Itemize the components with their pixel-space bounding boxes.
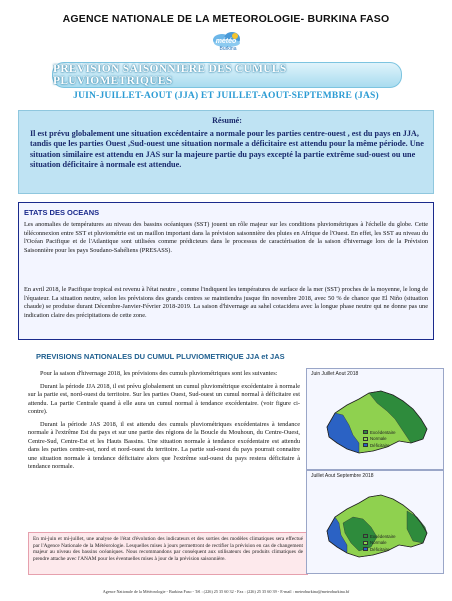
- update-note: En mi-juin et mi-juillet, une analyse de l'état d'évolution des indicateurs et des sorties des modèles climatiques sera effectué par l'Agence Nationale de la Météorologie. Lesquelles mises à jours permettront de rectifier la prévision en cas de changement majeur au niveau des bassins océaniques. Nous recommandons par conséquent aux utilisateurs des produits climatiques de prendre attache avec l'ANAM pour les éventuelles mises à jour de la prévision saisonnière.: [28, 532, 308, 575]
- legend-label: Normale: [370, 540, 387, 546]
- summary-text: Il est prévu globalement une situation excédentaire a normale pour les parties centre-ouest , est du pays en JJA, tandis que les parties Ouest ,Sud-ouest une situation normale a déficitaire est attendu pour la même période. Une situation similaire est attendu en JAS sur la majeure partie du pays excepté la partie extrême sud-ouest ou une situation déficitaire à normale est attendue.: [30, 129, 424, 170]
- legend-label: Déficitaire: [370, 442, 390, 448]
- map-jja-title: Juin Juillet Aout 2018: [311, 371, 359, 377]
- summary-box: [18, 110, 434, 194]
- previsions-heading: PREVISIONS NATIONALES DU CUMUL PLUVIOMETRIQUE JJA et JAS: [36, 352, 285, 361]
- agency-title: AGENCE NATIONALE DE LA METEOROLOGIE- BURKINA FASO: [62, 13, 390, 25]
- summary-heading: Résumé:: [212, 116, 242, 125]
- map-jja: [306, 368, 444, 470]
- logo-text: Burkina: [219, 46, 237, 52]
- oceans-section: [18, 202, 434, 340]
- burkina-map-jja: [307, 369, 445, 471]
- legend-swatch-deficitaire: [363, 443, 368, 447]
- oceans-paragraph-2: En avril 2018, le Pacifique tropical est revenu à l'état neutre , comme l'indiquent les températures de surface de la mer (SST) proches de la moyenne, le long de l'équateur. La situation neutre, selon les prévisions des grands centres se maintiendra jusque fin novembre 2018, avec 50 % de chance que El Niño (situation chaude) se produise durant Décembre-Janvier-Février 2018-2019. La saison d'hivernage au sahel cotacidera avec la longue phase neutre qui ne donne pas une indication claire des précipitations de cette zone.: [24, 286, 428, 319]
- banner-title: PREVISION SAISONNIERE DES CUMULS PLUVIOMETRIQUES: [53, 63, 287, 87]
- oceans-paragraph-1: Les anomalies de températures au niveau des bassins océaniques (SST) jouent un rôle majeur sur les conditions pluviométriques à l'échelle du globe. Cette téléconnexion entre SST et pluviométrie est un maillon important dans la prévision saisonnière des pluies en Afrique de l'Ouest. En effet, les SST au niveau du l'Océan Pacifique et de l'Atlantique sont utilisées comme prédicteurs dans le processus de caractérisation de la saison d'hivernage lors de la Prévision Saisonnière pour les pays Soudano-Sahéliens (PRESASS).: [24, 221, 428, 254]
- map-jja-legend: [363, 429, 396, 449]
- previsions-paragraph-2: Durant la période JJA 2018, il est prévu globalement un cumul pluviométrique excédentaire à normale sur la partie est, nord-ouest du territoire. Sur les parties Ouest, Sud-ouest un cumul normal à déficitaire est attendu. La partie Centrale quand à elle aura un cumul normal à tendance excédentaire. (voir figure ci-contre).: [28, 382, 300, 415]
- legend-label: Déficitaire: [370, 546, 390, 552]
- map-jas-title: Juillet Aout Septembre 2018: [311, 473, 374, 479]
- legend-label: Normale: [370, 436, 387, 442]
- map-jas: [306, 470, 444, 574]
- legend-swatch-normale: [363, 541, 368, 545]
- legend-label: Excédentaire: [370, 429, 396, 435]
- svg-text:météo: météo: [215, 38, 237, 45]
- oceans-heading: ETATS DES OCEANS: [24, 208, 100, 217]
- title-banner: [52, 62, 402, 88]
- previsions-paragraph-3: Durant la période JAS 2018, il est attendu des cumuls pluviométriques excédentaires à tendance normale à l'extrême Est du pays et sur une partie des régions de la Boucle du Mouhoun, du Centre-Ouest, Centre-Sud, Centre-Est et les Hauts Bassins. Une situation normale à tendance excédentaire est attendu dans les parties centre-est, nord et nord-ouest du territoire. La partie sud-ouest du pays pourrait connaitre une situation normale à tendance déficitaire alors que l'extrême sud-ouest du pays restera déficitaire à tendance normale.: [28, 420, 300, 470]
- previsions-body: [28, 370, 300, 476]
- previsions-paragraph-1: Pour la saison d'hivernage 2018, les prévisions des cumuls pluviométriques sont les suivantes:: [40, 370, 278, 377]
- legend-label: Excédentaire: [370, 533, 396, 539]
- legend-swatch-excedentaire: [363, 430, 368, 434]
- map-jas-legend: [363, 533, 396, 553]
- anam-logo: [202, 30, 254, 60]
- legend-swatch-excedentaire: [363, 534, 368, 538]
- legend-swatch-normale: [363, 437, 368, 441]
- burkina-map-jas: [307, 471, 445, 575]
- cloud-logo-icon: [202, 30, 254, 60]
- legend-swatch-deficitaire: [363, 547, 368, 551]
- footer-contact: Agence Nationale de la Météorologie - Burkina Faso - Tél : (226) 25 35 60 32 - Fax : (226) 25 35 60 39 - E-mail : meteoburkina@meteoburkina.bf: [102, 589, 350, 594]
- period-subtitle: JUIN-JUILLET-AOUT (JJA) ET JUILLET-AOUT-SEPTEMBRE (JAS): [73, 91, 379, 101]
